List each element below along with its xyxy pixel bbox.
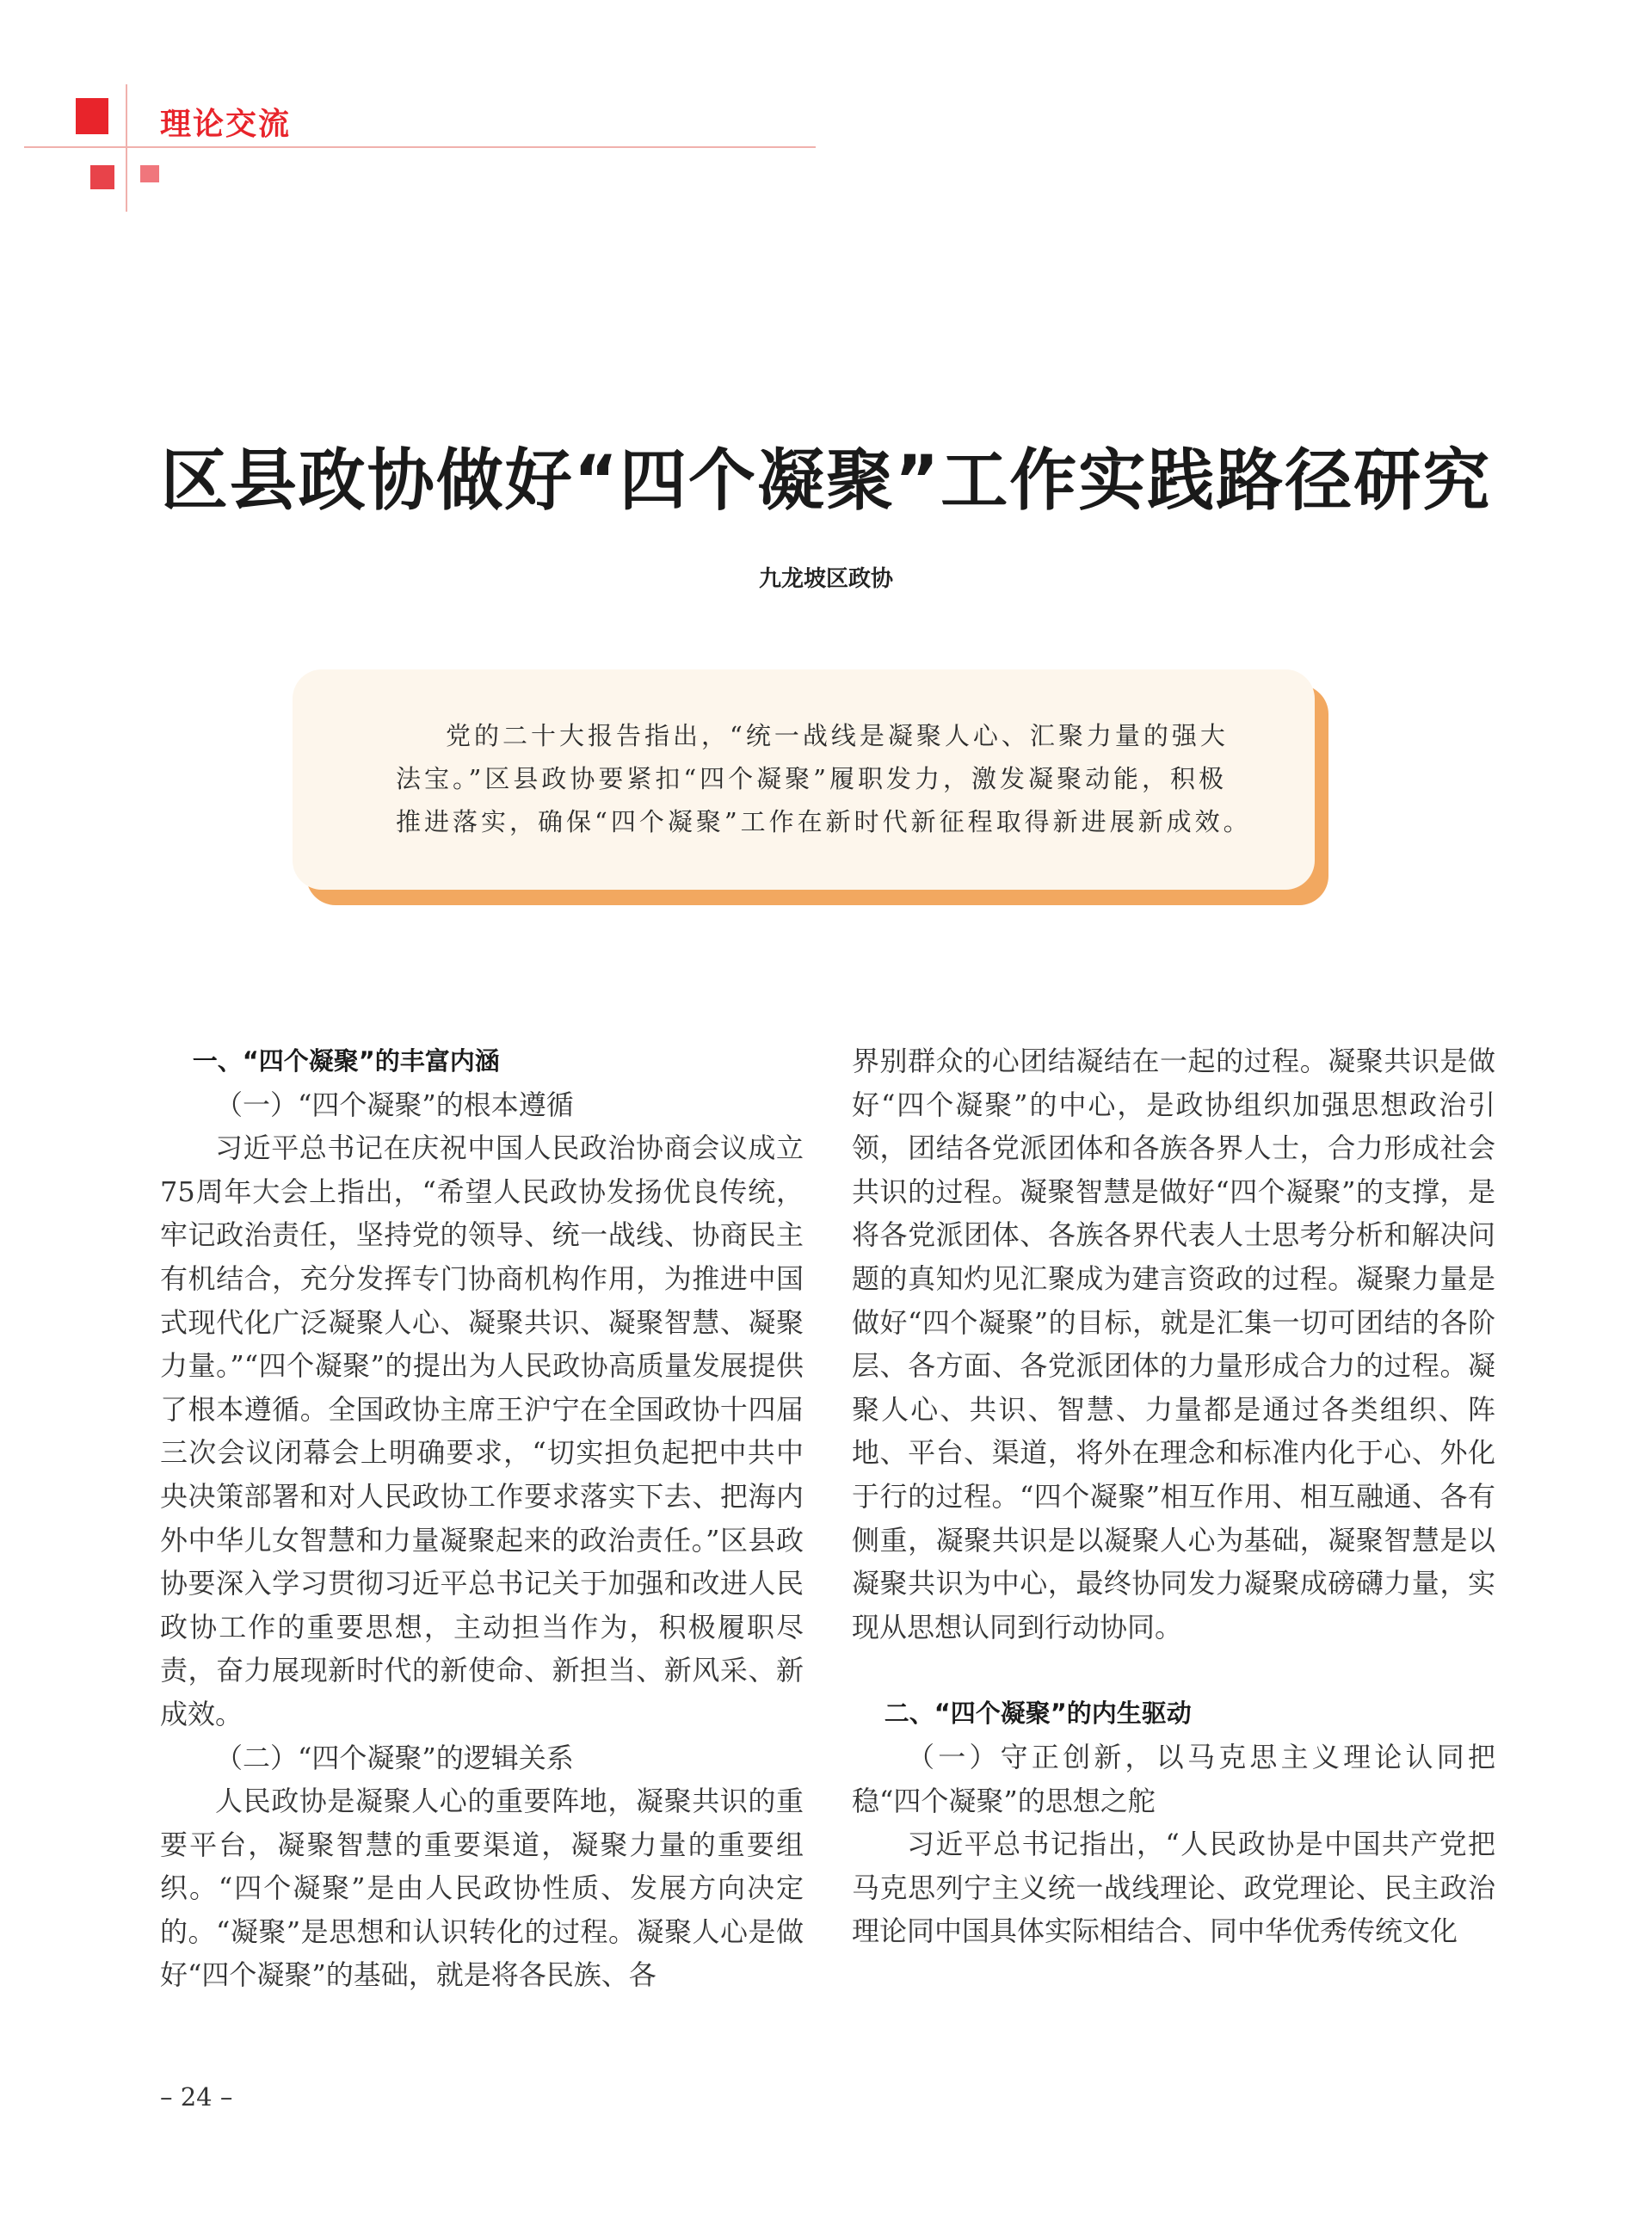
subheading: （一）守正创新，以马克思主义理论认同把稳“四个凝聚”的思想之舵 xyxy=(852,1740,1495,1817)
header-small-square-icon xyxy=(90,165,114,189)
article-title: 区县政协做好“四个凝聚”工作实践路径研究 xyxy=(160,442,1492,520)
body-paragraph: 习近平总书记指出，“人民政协是中国共产党把马克思列宁主义统一战线理论、政党理论、民主政治理论同中国具体实际相结合、同中华优秀传统文化 xyxy=(852,1828,1495,1948)
subheading: （二）“四个凝聚”的逻辑关系 xyxy=(215,1741,574,1774)
section-heading: 二、“四个凝聚”的内生驱动 xyxy=(884,1699,1192,1729)
section-label: 理论交流 xyxy=(160,107,292,142)
left-column xyxy=(160,1039,804,1997)
body-paragraph: 人民政协是凝聚人心的重要阵地，凝聚共识的重要平台，凝聚智慧的重要渠道，凝聚力量的重要组织。“四个凝聚”是由人民政协性质、发展方向决定的。“凝聚”是思想和认识转化的过程。凝聚人心是做好“四个凝聚”的基础，就是将各民族、各 xyxy=(160,1785,804,1992)
header-rule-horizontal xyxy=(24,146,816,148)
section-gap xyxy=(852,1649,1495,1692)
subheading: （一）“四个凝聚”的根本遵循 xyxy=(215,1088,574,1121)
abstract-box xyxy=(293,669,1315,890)
right-column xyxy=(852,1039,1495,1953)
section-heading: 一、“四个凝聚”的丰富内涵 xyxy=(192,1046,500,1076)
body-paragraph: 界别群众的心团结凝结在一起的过程。凝聚共识是做好“四个凝聚”的中心，是政协组织加强思想政治引领，团结各党派团体和各族各界人士，合力形成社会共识的过程。凝聚智慧是做好“四个凝聚”的支撑，是将各党派团体、各族各界代表人士思考分析和解决问题的真知灼见汇聚成为建言资政的过程。凝聚力量是做好“四个凝聚”的目标，就是汇集一切可团结的各阶层、各方面、各党派团体的力量形成合力的过程。凝聚人心、共识、智慧、力量都是通过各类组织、阵地、平台、渠道，将外在理念和标准内化于心、外化于行的过程。“四个凝聚”相互作用、相互融通、各有侧重，凝聚共识是以凝聚人心为基础，凝聚智慧是以凝聚共识为中心，最终协同发力凝聚成磅礴力量，实现从思想认同到行动协同。 xyxy=(852,1045,1495,1643)
body-paragraph: 习近平总书记在庆祝中国人民政治协商会议成立75周年大会上指出，“希望人民政协发扬优良传统，牢记政治责任，坚持党的领导、统一战线、协商民主有机结合，充分发挥专门协商机构作用，为推进中国式现代化广泛凝聚人心、凝聚共识、凝聚智慧、凝聚力量。”“四个凝聚”的提出为人民政协高质量发展提供了根本遵循。全国政协主席王沪宁在全国政协十四届三次会议闭幕会上明确要求，“切实担负起把中共中央决策部署和对人民政协工作要求落实下去、把海内外中华儿女智慧和力量凝聚起来的政治责任。”区县政协要深入学习贯彻习近平总书记关于加强和改进人民政协工作的重要思想，主动担当作为，积极履职尽责，奋力展现新时代的新使命、新担当、新风采、新成效。 xyxy=(160,1131,804,1730)
article-author: 九龙坡区政协 xyxy=(758,566,893,592)
page-number: – 24 – xyxy=(160,2082,233,2112)
abstract-text: 党的二十大报告指出，“统一战线是凝聚人心、汇聚力量的强大法宝。”区县政协要紧扣“四个凝聚”履职发力，激发凝聚动能，积极推进落实，确保“四个凝聚”工作在新时代新征程取得新进展新成效。 xyxy=(396,721,1252,836)
header-small-square-icon-2 xyxy=(140,165,159,182)
header-red-square-icon xyxy=(76,98,108,134)
header-rule-vertical xyxy=(126,84,127,212)
